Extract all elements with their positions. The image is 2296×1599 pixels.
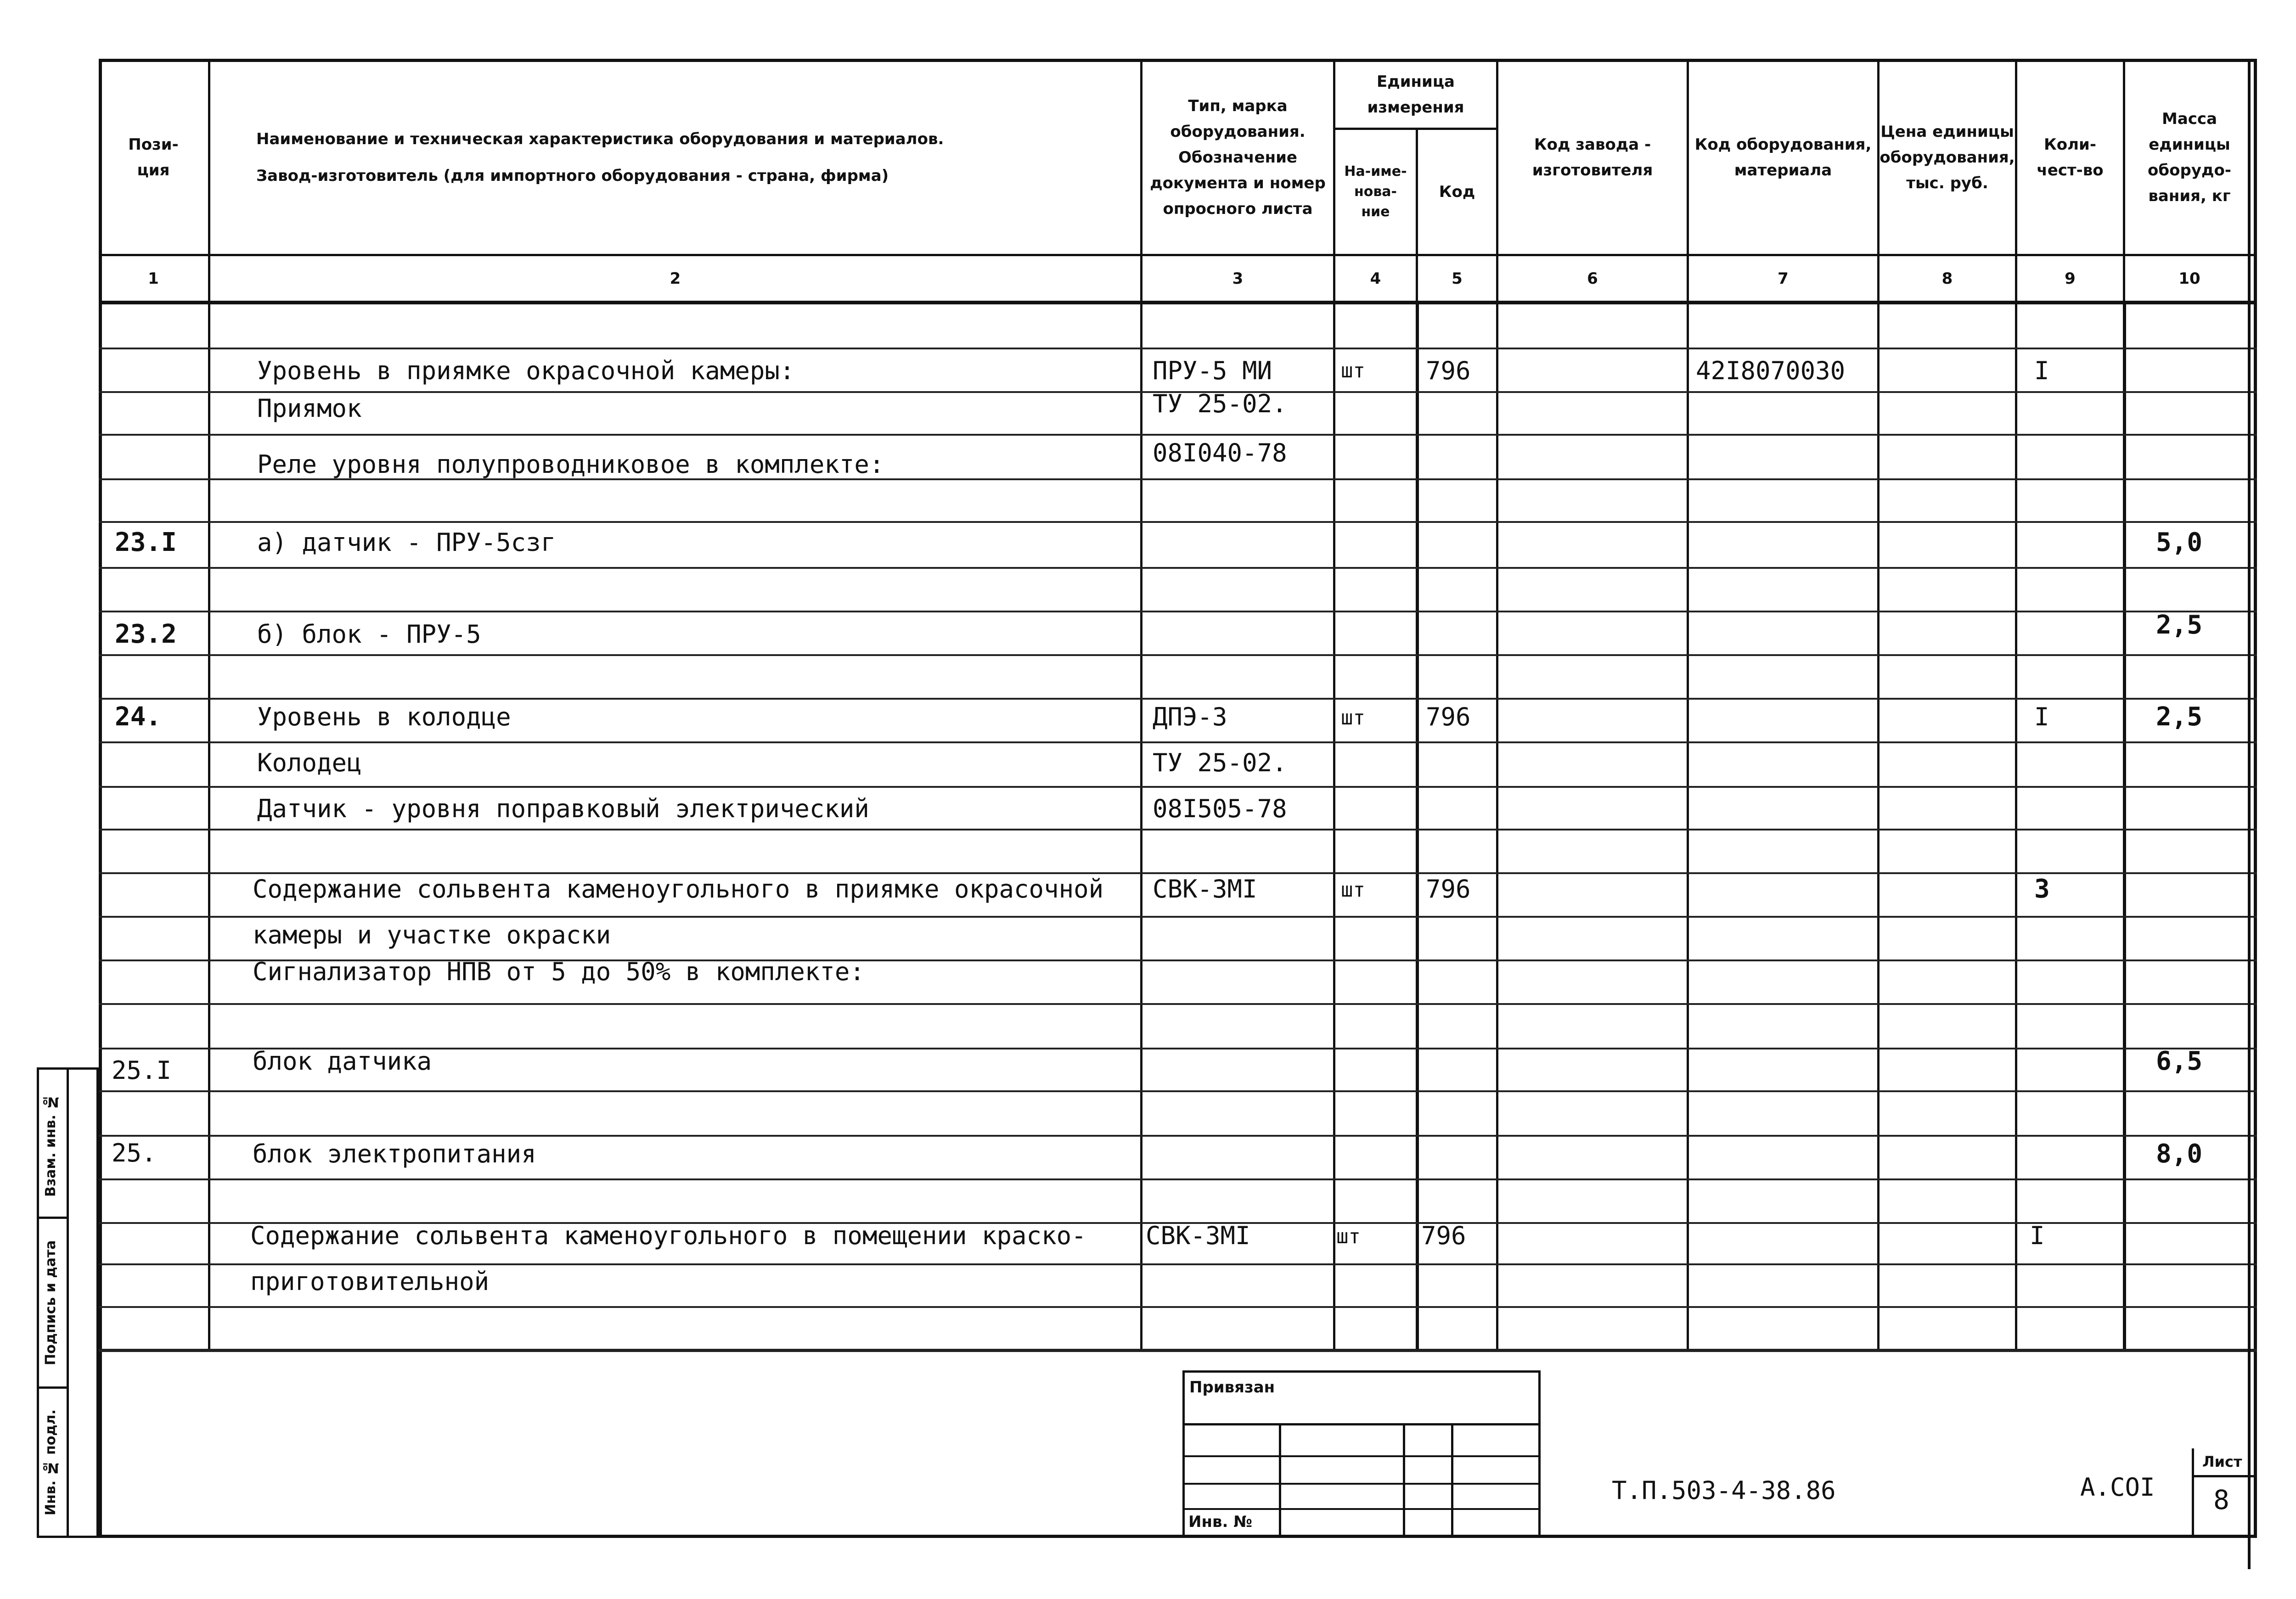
row6-name: Уровень в колодце bbox=[257, 702, 511, 731]
header-factory-code: Код завода - изготовителя bbox=[1498, 61, 1689, 254]
row-line bbox=[99, 1090, 2257, 1092]
header-equipment-code: Код оборудования, материала bbox=[1689, 61, 1880, 254]
album-code: А.СОI bbox=[2080, 1473, 2155, 1502]
side-stamp-original-inv: Инв. № подл. bbox=[43, 1409, 59, 1515]
row3-name: Реле уровня полупроводниковое в комплекте: bbox=[257, 450, 884, 479]
row6-type: ДПЭ-3 bbox=[1153, 702, 1227, 731]
header-unit-code: Код bbox=[1439, 183, 1475, 201]
side-stamp-hline bbox=[39, 1217, 67, 1219]
colnum-4: 4 bbox=[1335, 256, 1418, 301]
col-line-2 bbox=[1140, 304, 1142, 1351]
row-line bbox=[99, 1306, 2257, 1308]
stamp-vline bbox=[1279, 1423, 1281, 1538]
row14-type: СВК-3МI bbox=[1146, 1221, 1250, 1250]
row1-name: Уровень в приямке окрасочной камеры: bbox=[257, 356, 795, 385]
doc-number: Т.П.503-4-38.86 bbox=[1612, 1476, 1836, 1505]
right-border bbox=[2248, 59, 2251, 1569]
row8-type: 08I505-78 bbox=[1153, 794, 1287, 823]
row-line bbox=[99, 611, 2257, 612]
bound-label: Привязан bbox=[1189, 1378, 1275, 1397]
sheet-label: Лист bbox=[2202, 1453, 2242, 1470]
row7-type: ТУ 25-02. bbox=[1153, 748, 1287, 777]
row1-equipment-code: 42I8070030 bbox=[1696, 356, 1846, 385]
col-line-4 bbox=[1416, 304, 1419, 1351]
row-line bbox=[99, 654, 2257, 656]
row6-unit: шт bbox=[1341, 706, 1365, 729]
sheet-number-box bbox=[2192, 1448, 2257, 1538]
stamp-vline bbox=[1403, 1423, 1405, 1538]
colnum-3: 3 bbox=[1142, 256, 1335, 301]
row1-unit: шт bbox=[1341, 359, 1365, 382]
header-unit-name: На-име-нова-ние bbox=[1335, 130, 1418, 254]
header-unit-group bbox=[1335, 61, 1498, 254]
side-stamp-signature-date: Подпись и дата bbox=[43, 1240, 59, 1365]
row5-position: 23.2 bbox=[115, 619, 177, 649]
row14-quantity: I bbox=[2030, 1221, 2045, 1250]
row1-quantity: I bbox=[2034, 356, 2049, 385]
row13-name: блок электропитания bbox=[253, 1139, 536, 1168]
row-line bbox=[99, 829, 2257, 830]
stamp-line bbox=[1185, 1455, 1538, 1457]
row14-name: Содержание сольвента каменоугольного в помещении краско- bbox=[250, 1221, 1086, 1250]
row4-mass: 5,0 bbox=[2156, 527, 2203, 557]
header-name-line2: Завод-изготовитель (для импортного оборудования - страна, фирма) bbox=[256, 167, 889, 185]
table-bottom-line bbox=[99, 1349, 2257, 1352]
row5-mass: 2,5 bbox=[2156, 610, 2203, 640]
side-stamp-block bbox=[37, 1067, 99, 1538]
header-type: Тип, марка оборудования. Обозначение документа и номер опросного листа bbox=[1142, 61, 1335, 254]
column-numbers-row bbox=[99, 254, 2254, 304]
row9-code: 796 bbox=[1426, 875, 1471, 903]
row-line bbox=[99, 741, 2257, 743]
stamp-line bbox=[1185, 1423, 1538, 1425]
row9-type: СВК-3МI bbox=[1153, 875, 1257, 903]
colnum-7: 7 bbox=[1689, 256, 1880, 301]
row8-name: Датчик - уровня поправковый электрический bbox=[257, 794, 869, 823]
bound-stamp bbox=[1182, 1370, 1541, 1538]
row9-unit: шт bbox=[1341, 878, 1365, 902]
table-header bbox=[99, 61, 2254, 254]
row-line bbox=[99, 1263, 2257, 1265]
row3-type: 08I040-78 bbox=[1153, 438, 1287, 467]
row2-type: ТУ 25-02. bbox=[1153, 389, 1287, 418]
row12-name: блок датчика bbox=[253, 1047, 432, 1076]
stamp-line bbox=[1185, 1508, 1538, 1510]
colnum-1: 1 bbox=[99, 256, 210, 301]
header-price: Цена единицы оборудования, тыс. руб. bbox=[1880, 61, 2017, 254]
colnum-5: 5 bbox=[1418, 256, 1498, 301]
row14-unit: шт bbox=[1336, 1225, 1361, 1248]
stamp-line bbox=[1185, 1483, 1538, 1485]
row6-position: 24. bbox=[115, 702, 162, 732]
header-position: Пози- ция bbox=[99, 61, 210, 254]
row11-name: Сигнализатор НПВ от 5 до 50% в комплекте: bbox=[253, 957, 865, 986]
side-stamp-vline bbox=[67, 1070, 69, 1536]
header-quantity: Коли-чест-во bbox=[2017, 61, 2125, 254]
row10-name: камеры и участке окраски bbox=[253, 920, 611, 949]
stamp-vline bbox=[1451, 1423, 1453, 1538]
row12-mass: 6,5 bbox=[2156, 1046, 2203, 1076]
col-line-9 bbox=[2123, 304, 2126, 1351]
row4-name: а) датчик - ПРУ-5сзг bbox=[257, 528, 556, 557]
row1-code: 796 bbox=[1426, 356, 1471, 385]
col-line-3 bbox=[1333, 304, 1335, 1351]
row-line bbox=[99, 916, 2257, 918]
row-line bbox=[99, 786, 2257, 788]
row-line bbox=[99, 521, 2257, 523]
row-line bbox=[99, 1003, 2257, 1005]
row1-type: ПРУ-5 МИ bbox=[1153, 356, 1272, 385]
row2-name: Приямок bbox=[257, 394, 362, 423]
colnum-8: 8 bbox=[1880, 256, 2017, 301]
row-line bbox=[99, 567, 2257, 569]
row-line bbox=[99, 872, 2257, 874]
side-stamp-hline bbox=[39, 1386, 67, 1389]
col-line-5 bbox=[1496, 304, 1498, 1351]
header-name-line1: Наименование и техническая характеристика оборудования и материалов. bbox=[256, 130, 944, 148]
row6-code: 796 bbox=[1426, 702, 1471, 731]
row13-position: 25. bbox=[112, 1139, 157, 1167]
col-line-6 bbox=[1687, 304, 1689, 1351]
sheet-number: 8 bbox=[2213, 1484, 2229, 1515]
row12-position: 25.I bbox=[112, 1056, 172, 1085]
row-line bbox=[99, 348, 2257, 349]
row-line bbox=[99, 434, 2257, 436]
row13-mass: 8,0 bbox=[2156, 1139, 2203, 1169]
colnum-9: 9 bbox=[2017, 256, 2125, 301]
col-line-7 bbox=[1877, 304, 1880, 1351]
row9-quantity: 3 bbox=[2034, 874, 2050, 904]
row4-position: 23.I bbox=[115, 527, 177, 557]
row-line bbox=[99, 698, 2257, 700]
colnum-10: 10 bbox=[2178, 269, 2200, 288]
row5-name: б) блок - ПРУ-5 bbox=[257, 620, 481, 649]
row-line bbox=[99, 1178, 2257, 1180]
side-stamp-replaced-inv: Взам. инв. № bbox=[43, 1094, 59, 1197]
row14-code: 796 bbox=[1421, 1221, 1466, 1250]
row9-name: Содержание сольвента каменоугольного в приямке окрасочной bbox=[253, 875, 1104, 903]
header-mass: Масса единицы оборудо-вания, кг bbox=[2148, 110, 2231, 205]
row6-mass: 2,5 bbox=[2156, 702, 2203, 732]
header-unit-title: Единица измерения bbox=[1335, 61, 1496, 130]
colnum-6: 6 bbox=[1498, 256, 1689, 301]
row-line bbox=[99, 1135, 2257, 1137]
colnum-2: 2 bbox=[210, 256, 1142, 301]
inv-label: Инв. № bbox=[1188, 1513, 1253, 1531]
row15-name: приготовительной bbox=[250, 1267, 490, 1296]
row6-quantity: I bbox=[2034, 702, 2049, 731]
col-line-1 bbox=[208, 304, 210, 1351]
header-name-cell bbox=[210, 61, 1142, 254]
col-line-8 bbox=[2015, 304, 2017, 1351]
row7-name: Колодец bbox=[257, 748, 362, 777]
